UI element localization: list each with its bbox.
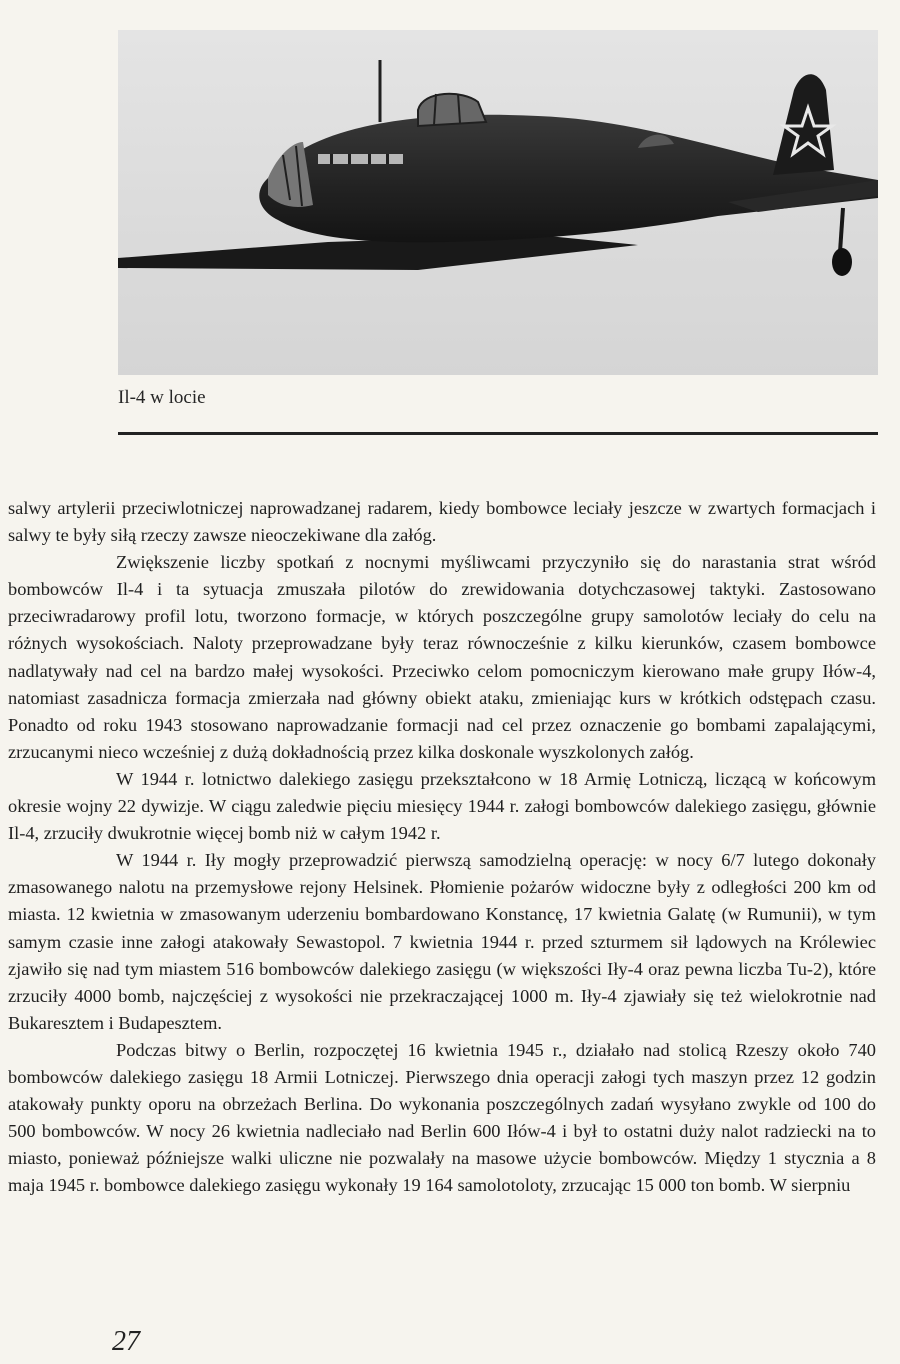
paragraph: Podczas bitwy o Berlin, rozpoczętej 16 kwietnia 1945 r., działało nad stolicą Rzeszy około 740 bombowców dalekiego zasięgu 18 Armii Lotniczej. Pierwszego dnia operacji załogi tych maszyn przez 12 godzin atakowały punkty oporu na obrzeżach Berlina. Do wykonania poszczególnych zadań wysyłano zwykle od 100 do 500 bombowców. W nocy 26 kwietnia nadleciało nad Berlin 600 Iłów-4 i był to ostatni duży nalot radziecki na to miasto, ponieważ późniejsze walki uliczne nie pozwalały na masowe użycie bombowców. Między 1 stycznia a 8 maja 1945 r. bombowce dalekiego zasięgu wykonały 19 164 samolotoloty, zrzucając 15 000 ton bomb. W sierpniu <box>8 1039 876 1196</box>
paragraph: Zwiększenie liczby spotkań z nocnymi myśliwcami przyczyniło się do narastania strat wśród bombowców Il-4 i ta sytuacja zmuszała pilotów do zrewidowania dotychczasowej taktyki. Zastosowano przeciwradarowy profil lotu, tworzono formacje, w których poszczególne grupy samolotów leciały do celu na różnych wysokościach. Naloty przeprowadzane były teraz równocześnie z kilku kierunków, czasem bombowce nadlatywały nad cel na bardzo małej wysokości. Przeciwko celom pomocniczym kierowano małe grupy Iłów-4, natomiast zasadnicza formacja zmierzała nad główny obiekt ataku, zmieniając kurs w krótkich odstępach czasu. Ponadto od roku 1943 stosowano naprowadzanie formacji nad cel przez oznaczenie go bombami zapalającymi, zrzucanymi nieco wcześniej z dużą dokładnością przez kilka doskonale wyszkolonych załóg. <box>8 552 876 762</box>
paragraph: W 1944 r. lotnictwo dalekiego zasięgu przekształcono w 18 Armię Lotniczą, liczącą w końcowym okresie wojny 22 dywizje. W ciągu zaledwie pięciu miesięcy 1944 r. załogi bombowców dalekiego zasięgu, głównie Il-4, zrzuciły dwukrotnie więcej bomb niż w całym 1942 r. <box>8 768 876 844</box>
paragraph: W 1944 r. Iły mogły przeprowadzić pierwszą samodzielną operację: w nocy 6/7 lutego dokonały zmasowanego nalotu na przemysłowe rejony Helsinek. Płomienie pożarów widoczne były z odległości 200 km od miasta. 12 kwietnia w zmasowanym uderzeniu bombardowano Konstancę, 17 kwietnia Galatę (w Rumunii), w tym samym czasie inne załogi atakowały Sewastopol. 7 kwietnia 1944 r. przed szturmem sił lądowych na Królewiec zjawiło się nad tym miastem 516 bombowców dalekiego zasięgu (w większości Iły-4 oraz pewna liczba Tu-2), które zrzuciły 4000 bomb, najczęściej z wysokości nie przekraczającej 1000 m. Iły-4 zjawiały się też wielokrotnie nad Bukaresztem i Budapesztem. <box>8 850 876 1033</box>
paragraph: salwy artylerii przeciwlotniczej naprowadzanej radarem, kiedy bombowce leciały jeszcze w zwartych formacjach i salwy te były siłą rzeczy zawsze nieoczekiwane dla załóg. <box>8 498 876 546</box>
il4-in-flight-image <box>118 30 878 375</box>
aircraft-photo <box>118 30 878 375</box>
figure-caption: Il-4 w locie <box>118 387 206 408</box>
body-text <box>8 495 876 1199</box>
caption-divider <box>118 432 878 435</box>
page-number: 27 <box>112 1326 140 1357</box>
